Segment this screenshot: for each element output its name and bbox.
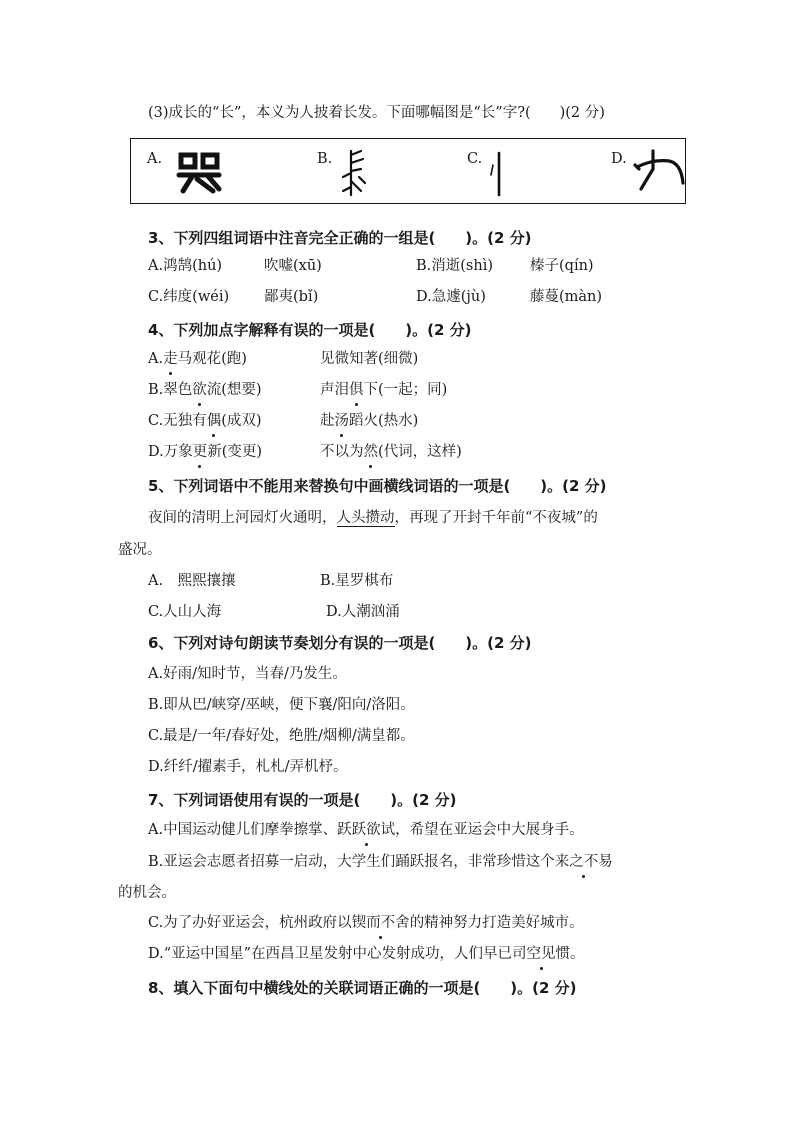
q4-a-rest: 马观花(跑) bbox=[177, 351, 247, 367]
q4-c2-prefix: 赴 bbox=[320, 413, 335, 429]
q5-option-c: C.人山人海 bbox=[148, 604, 222, 620]
q3-row-2-col-2: 鄙夷(bǐ) bbox=[264, 289, 319, 305]
q5-stem: 5、下列词语中不能用来替换句中画横线词语的一项是( )。(2 分) bbox=[148, 477, 607, 495]
q7-option-d bbox=[148, 944, 585, 964]
ancient-char-d-icon bbox=[631, 147, 687, 193]
q7-a-pre: A.中国运动健儿们摩拳擦掌、 bbox=[148, 822, 338, 838]
q6-option-a: A.好雨/知时节，当春/乃发生。 bbox=[148, 666, 347, 682]
q7-d-post: 。 bbox=[570, 946, 585, 962]
q6-option-d: D.纤纤/擢素手，札札/弄机杼。 bbox=[148, 759, 348, 775]
q7-option-b bbox=[148, 852, 613, 872]
q2-3-stem: (3)成长的“长”，本义为人披着长发。下面哪幅图是“长”字?( )(2 分) bbox=[148, 105, 605, 121]
q4-c2-dotted-char: 汤 bbox=[334, 413, 349, 429]
q6-option-c: C.最是/一年/春好处，绝胜/烟柳/满皇都。 bbox=[148, 728, 415, 744]
ancient-char-c-icon bbox=[485, 149, 511, 199]
q7-a-dotted-phrase: 跃跃欲试 bbox=[337, 822, 396, 838]
option-d-letter: D. bbox=[611, 151, 627, 167]
q4-option-c bbox=[148, 411, 262, 431]
q4-c-prefix: C.无独有 bbox=[148, 413, 207, 429]
q3-row-2-col-1: C.纬度(wéi) bbox=[148, 289, 230, 305]
q4-option-a-second: 见微知著(细微) bbox=[320, 351, 419, 367]
q4-stem: 4、下列加点字解释有误的一项是( )。(2 分) bbox=[148, 321, 472, 339]
q8-stem: 8、填入下面句中横线处的关联词语正确的一项是( )。(2 分) bbox=[148, 979, 577, 997]
q4-b-rest: 流(想要) bbox=[206, 382, 262, 398]
q4-d2-prefix: 不以为 bbox=[320, 444, 364, 460]
q4-d2-dotted-char: 然 bbox=[363, 444, 378, 460]
q5-option-d: D.人潮汹涌 bbox=[326, 604, 400, 620]
q4-c2-rest: 蹈火(热水) bbox=[349, 413, 419, 429]
q5-option-b: B.星罗棋布 bbox=[320, 573, 394, 589]
ancient-char-a-icon bbox=[173, 149, 225, 195]
q4-b2-dotted-char: 俱 bbox=[349, 382, 364, 398]
q7-option-c bbox=[148, 913, 584, 933]
q5-sentence-tail: 盛况。 bbox=[118, 542, 162, 558]
q7-option-b-tail: 的机会。 bbox=[118, 885, 176, 901]
option-a-letter: A. bbox=[147, 151, 163, 167]
q4-b-dotted-char: 欲 bbox=[192, 382, 207, 398]
q4-d2-rest: (代词，这样) bbox=[378, 444, 462, 460]
q5-option-a: A. 熙熙攘攘 bbox=[148, 573, 236, 589]
q4-option-a bbox=[148, 349, 247, 369]
q4-d-prefix: D.万象 bbox=[148, 444, 193, 460]
q4-c-dotted-char: 偶 bbox=[206, 413, 222, 429]
q4-option-d-second bbox=[320, 442, 462, 462]
q4-a-prefix: A. bbox=[148, 351, 164, 367]
q3-row-1-col-2: 吹嘘(xū) bbox=[264, 258, 322, 274]
q7-a-post: ，希望在亚运会中大展身手。 bbox=[395, 822, 584, 838]
q4-option-d bbox=[148, 442, 262, 462]
q4-a-dotted-char: 走 bbox=[163, 351, 178, 367]
q5-sentence-post: ，再现了开封千年前“不夜城”的 bbox=[394, 510, 598, 526]
q4-b-prefix: B.翠色 bbox=[148, 382, 193, 398]
q6-stem: 6、下列对诗句朗读节奏划分有误的一项是( )。(2 分) bbox=[148, 634, 532, 652]
q4-b2-prefix: 声泪 bbox=[320, 382, 349, 398]
q7-b-pre: B.亚运会志愿者招募一启动，大学生们踊跃报名，非常珍惜这个 bbox=[148, 854, 555, 870]
q3-row-1-col-3: B.消逝(shì) bbox=[416, 258, 493, 274]
ancient-char-b-icon bbox=[339, 147, 369, 199]
q4-option-b-second bbox=[320, 380, 447, 400]
q7-b-dotted-phrase: 来之不易 bbox=[554, 854, 613, 870]
q7-c-dotted-phrase: 锲而不舍 bbox=[351, 915, 410, 931]
q3-row-1-col-1: A.鸿鹄(hú) bbox=[148, 258, 223, 274]
ancient-char-options-box bbox=[130, 138, 686, 204]
q3-stem: 3、下列四组词语中注音完全正确的一组是( )。(2 分) bbox=[148, 229, 532, 247]
q6-option-b: B.即从巴/峡穿/巫峡，便下襄/阳向/洛阳。 bbox=[148, 697, 415, 713]
option-c-letter: C. bbox=[467, 151, 483, 167]
q4-d-rest: 新(变更) bbox=[207, 444, 263, 460]
q5-underlined-phrase: 人头攒动 bbox=[336, 510, 395, 526]
q5-sentence-pre: 夜间的清明上河园灯火通明， bbox=[148, 510, 337, 526]
q7-d-pre: D.“亚运中国星”在西昌卫星发射中心发射成功，人们早已 bbox=[148, 946, 513, 962]
q7-c-pre: C.为了办好亚运会，杭州政府以 bbox=[148, 915, 352, 931]
q4-c-rest: (成双) bbox=[221, 413, 262, 429]
q7-c-post: 的精神努力打造美好城市。 bbox=[409, 915, 584, 931]
q7-stem: 7、下列词语使用有误的一项是( )。(2 分) bbox=[148, 791, 457, 809]
q3-row-2-col-4: 藤蔓(màn) bbox=[530, 289, 603, 305]
q5-sentence bbox=[148, 508, 598, 528]
q3-row-1-col-4: 榛子(qín) bbox=[530, 258, 594, 274]
q4-b2-rest: 下(一起；同) bbox=[363, 382, 448, 398]
option-b-letter: B. bbox=[317, 151, 333, 167]
q4-d-dotted-char: 更 bbox=[192, 444, 208, 460]
q4-option-c-second bbox=[320, 411, 418, 431]
q7-option-a bbox=[148, 820, 584, 840]
q7-d-dotted-phrase: 司空见惯 bbox=[512, 946, 571, 962]
q4-option-b bbox=[148, 380, 262, 400]
q3-row-2-col-3: D.急遽(jù) bbox=[416, 289, 486, 305]
